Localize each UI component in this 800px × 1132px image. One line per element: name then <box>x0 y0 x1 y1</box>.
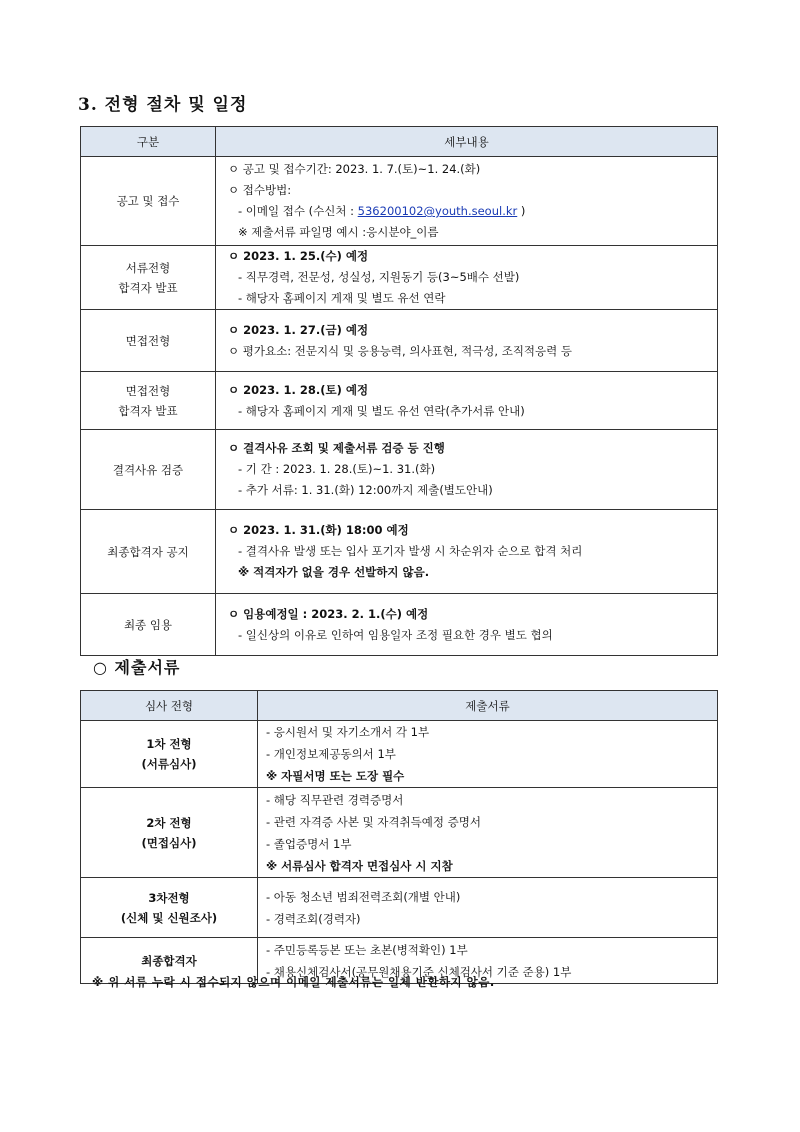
schedule-row-content <box>216 157 718 246</box>
schedule-detail-line: - 추가 서류: 1. 31.(화) 12:00까지 제출(별도안내) <box>238 483 493 497</box>
schedule-row-label <box>81 157 216 246</box>
schedule-row-label <box>81 594 216 656</box>
documents-row-label <box>81 878 258 938</box>
schedule-label-line: 면접전형 <box>125 333 171 348</box>
schedule-row-label <box>81 246 216 310</box>
documents-detail-line: ※ 서류심사 합격자 면접심사 시 지참 <box>266 858 453 873</box>
schedule-detail-line: - 해당자 홈페이지 게재 및 별도 유선 연락 <box>238 291 446 305</box>
documents-label-line: (서류심사) <box>141 757 197 771</box>
documents-detail-line: - 주민등록등본 또는 초본(병적확인) 1부 <box>266 942 468 957</box>
documents-label-line: (신체 및 신원조사) <box>120 910 218 925</box>
documents-label-line: 1차 전형 <box>146 737 192 751</box>
schedule-detail-line: ㅇ 임용예정일 : 2023. 2. 1.(수) 예정 <box>228 606 429 621</box>
documents-detail-line: - 졸업증명서 1부 <box>266 836 352 851</box>
documents-table <box>80 690 718 984</box>
schedule-detail-line: - 일신상의 이유로 인하여 임용일자 조정 필요한 경우 별도 협의 <box>238 627 553 642</box>
documents-label-line: 2차 전형 <box>146 815 192 830</box>
schedule-label-line: 공고 및 접수 <box>116 194 180 208</box>
email-prefix-text: - 이메일 접수 (수신처 : <box>238 204 358 218</box>
footnote: ※ 위 서류 누락 시 접수되지 않으며 이메일 제출서류는 일체 반환하지 않음. <box>92 975 495 989</box>
documents-detail-line: - 채용신체검사서(공무원채용기준 신체검사서 기준 준용) 1부 <box>266 964 572 979</box>
documents-row-label <box>81 788 258 878</box>
schedule-detail-line: - 기 간 : 2023. 1. 28.(토)~1. 31.(화) <box>238 462 436 476</box>
email-suffix-text: ) <box>517 204 526 218</box>
schedule-detail-line: ㅇ 2023. 1. 25.(수) 예정 <box>228 249 369 263</box>
documents-label-line: (면접심사) <box>141 835 197 850</box>
documents-row-label <box>81 721 258 788</box>
schedule-row-content <box>216 372 718 430</box>
schedule-row-content <box>216 510 718 594</box>
schedule-detail-line: ㅇ 공고 및 접수기간: 2023. 1. 7.(토)~1. 24.(화) <box>228 162 481 176</box>
schedule-row <box>81 430 718 510</box>
schedule-row-label <box>81 372 216 430</box>
schedule-row <box>81 157 718 246</box>
documents-detail-line: ※ 자필서명 또는 도장 필수 <box>266 769 405 783</box>
schedule-label-line: 최종 임용 <box>123 617 173 632</box>
documents-row-content <box>258 788 718 878</box>
schedule-detail-line: ㅇ 2023. 1. 27.(금) 예정 <box>228 322 369 337</box>
schedule-row <box>81 510 718 594</box>
schedule-detail-line <box>228 201 717 222</box>
documents-title: ○ 제출서류 <box>93 658 181 677</box>
schedule-row <box>81 310 718 372</box>
schedule-row-content <box>216 310 718 372</box>
schedule-row-content <box>216 594 718 656</box>
documents-detail-line: - 응시원서 및 자기소개서 각 1부 <box>266 725 430 739</box>
documents-label-line: 3차전형 <box>148 890 190 905</box>
documents-row-content <box>258 878 718 938</box>
documents-label-line: 최종합격자 <box>141 953 197 968</box>
section-title: 3. 전형 절차 및 일정 <box>78 95 248 115</box>
schedule-label-line: 최종합격자 공지 <box>107 544 189 559</box>
schedule-header-category: 구분 <box>81 127 216 157</box>
documents-detail-line: - 관련 자격증 사본 및 자격취득예정 증명서 <box>266 814 481 829</box>
schedule-detail-line: ㅇ 2023. 1. 31.(화) 18:00 예정 <box>228 523 409 537</box>
schedule-detail-line: ※ 제출서류 파일명 예시 :응시분야_이름 <box>238 225 439 239</box>
schedule-label-line: 합격자 발표 <box>118 280 178 295</box>
documents-detail-line: - 개인정보제공동의서 1부 <box>266 747 396 761</box>
email-link[interactable]: 536200102@youth.seoul.kr <box>357 204 518 218</box>
documents-header-stage: 심사 전형 <box>81 691 258 721</box>
schedule-row-content <box>216 430 718 510</box>
documents-row <box>81 878 718 938</box>
documents-detail-line: - 아동 청소년 범죄전력조회(개별 안내) <box>266 889 461 904</box>
schedule-label-line: 면접전형 <box>125 383 171 398</box>
documents-header-docs: 제출서류 <box>258 691 718 721</box>
schedule-detail-line: ※ 적격자가 없을 경우 선발하지 않음. <box>238 565 430 579</box>
schedule-row <box>81 372 718 430</box>
schedule-label-line: 결격사유 검증 <box>112 462 184 477</box>
schedule-detail-line: ㅇ 접수방법: <box>228 183 292 197</box>
schedule-detail-line: ㅇ 결격사유 조회 및 제출서류 검증 등 진행 <box>228 441 445 455</box>
schedule-label-line: 합격자 발표 <box>118 403 178 418</box>
schedule-detail-line: - 해당자 홈페이지 게재 및 별도 유선 연락(추가서류 안내) <box>238 403 525 418</box>
schedule-table <box>80 126 718 656</box>
schedule-detail-line: - 결격사유 발생 또는 입사 포기자 발생 시 차순위자 순으로 합격 처리 <box>238 544 583 558</box>
schedule-row-content <box>216 246 718 310</box>
documents-row <box>81 788 718 878</box>
schedule-row <box>81 594 718 656</box>
schedule-row <box>81 246 718 310</box>
schedule-row-label <box>81 510 216 594</box>
schedule-row-label <box>81 310 216 372</box>
schedule-detail-line: ㅇ 2023. 1. 28.(토) 예정 <box>228 382 369 397</box>
documents-row <box>81 721 718 788</box>
documents-detail-line: - 해당 직무관련 경력증명서 <box>266 792 404 807</box>
documents-detail-line: - 경력조회(경력자) <box>266 911 361 926</box>
documents-row-content <box>258 721 718 788</box>
schedule-label-line: 서류전형 <box>125 260 171 275</box>
schedule-header-details: 세부내용 <box>216 127 718 157</box>
schedule-detail-line: ㅇ 평가요소: 전문지식 및 응용능력, 의사표현, 적극성, 조직적응력 등 <box>228 343 573 358</box>
schedule-row-label <box>81 430 216 510</box>
schedule-detail-line: - 직무경력, 전문성, 성실성, 지원동기 등(3~5배수 선발) <box>238 270 520 284</box>
